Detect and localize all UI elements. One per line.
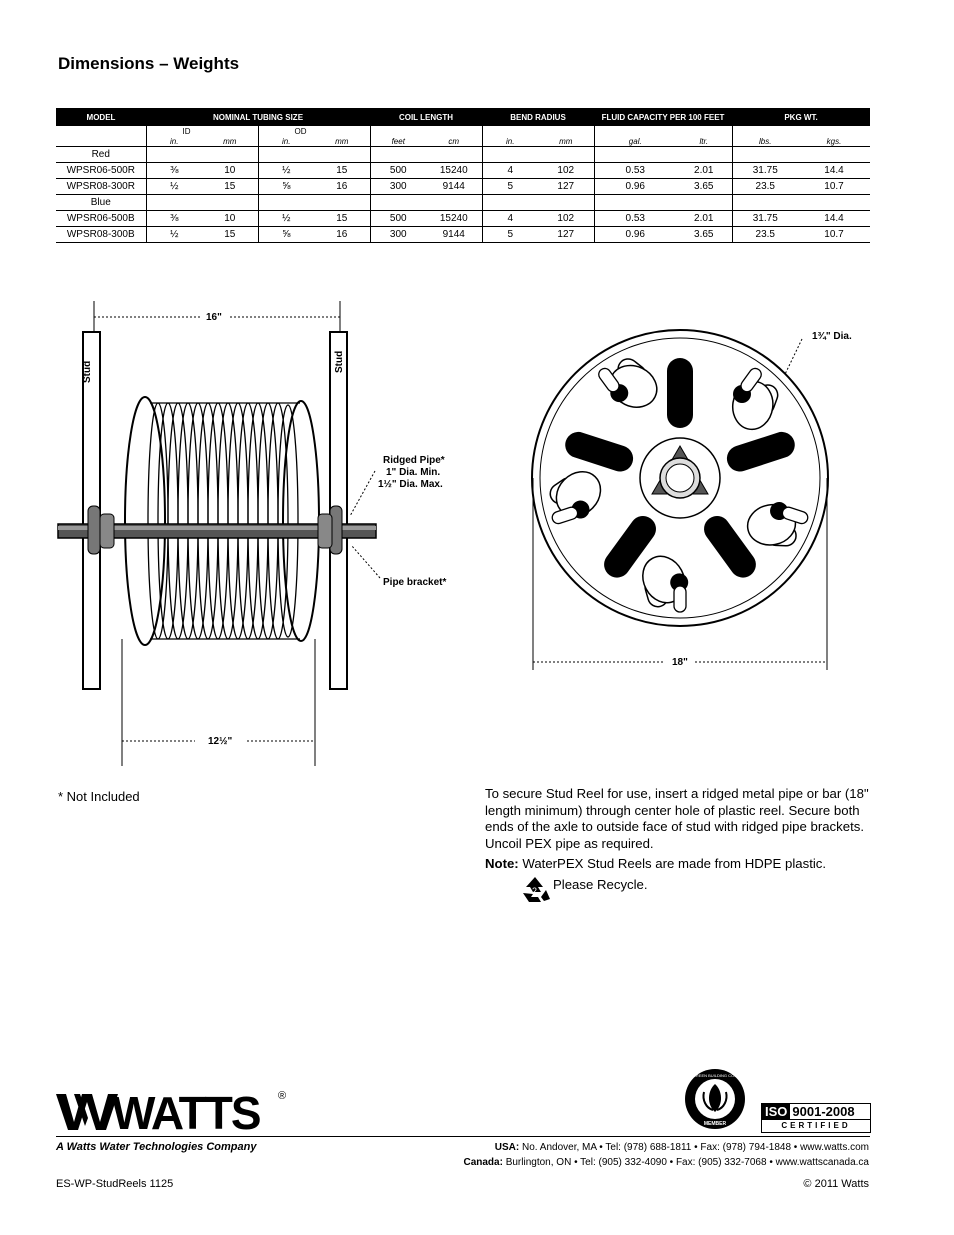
value-cell: 500 bbox=[370, 163, 426, 179]
instructions-text: To secure Stud Reel for use, insert a ridged metal pipe or bar (18" length minimum) through center hole of plastic reel. Secure both ends of the axle to outside face of stud with ridged pipe brackets. Uncoil PEX pipe as required. bbox=[485, 786, 869, 851]
od-label: OD bbox=[258, 126, 370, 136]
value-cell: 0.53 bbox=[594, 211, 676, 227]
value-cell: 5 bbox=[482, 227, 538, 243]
value-cell: 300 bbox=[370, 179, 426, 195]
tagline: A Watts Water Technologies Company bbox=[56, 1141, 257, 1153]
canada-text: Burlington, ON • Tel: (905) 332-4090 • Fax: (905) 332-7068 • www.wattscanada.ca bbox=[505, 1157, 869, 1168]
reel-side-view bbox=[50, 296, 490, 776]
value-cell: 10.7 bbox=[798, 227, 870, 243]
recycle-line bbox=[485, 877, 875, 894]
value-cell: ½ bbox=[146, 179, 202, 195]
unit-cell: cm bbox=[426, 136, 482, 147]
value-cell: 127 bbox=[538, 179, 594, 195]
table-row bbox=[56, 179, 870, 195]
value-cell: 16 bbox=[314, 227, 370, 243]
value-cell: 15240 bbox=[426, 163, 482, 179]
unit-cell: in. bbox=[146, 136, 202, 147]
value-cell: 23.5 bbox=[732, 179, 798, 195]
value-cell: ⅝ bbox=[258, 227, 314, 243]
value-cell: ½ bbox=[258, 211, 314, 227]
recycle-icon bbox=[519, 875, 551, 905]
min-dia-label: 1" Dia. Min. bbox=[386, 467, 441, 478]
value-cell: 15 bbox=[202, 179, 258, 195]
header-coil: COIL LENGTH bbox=[370, 108, 482, 126]
value-cell: ½ bbox=[258, 163, 314, 179]
page-title: Dimensions – Weights bbox=[58, 54, 240, 73]
width-label: 16" bbox=[206, 312, 222, 323]
header-weight: PKG WT. bbox=[732, 108, 870, 126]
value-cell: 10 bbox=[202, 163, 258, 179]
unit-cell: mm bbox=[538, 136, 594, 147]
value-cell: 2.01 bbox=[676, 211, 732, 227]
copyright: © 2011 Watts bbox=[803, 1178, 869, 1190]
value-cell: 10.7 bbox=[798, 179, 870, 195]
value-cell: 4 bbox=[482, 211, 538, 227]
value-cell: 15 bbox=[314, 211, 370, 227]
footer-divider bbox=[56, 1136, 870, 1137]
model-cell: WPSR08-300R bbox=[56, 179, 146, 195]
usgbc-member-text: MEMBER bbox=[703, 1121, 727, 1127]
iso-certified: CERTIFIED bbox=[762, 1119, 870, 1132]
value-cell: 15 bbox=[202, 227, 258, 243]
table-row bbox=[56, 163, 870, 179]
usgbc-text: U.S. GREEN BUILDING COUNCIL bbox=[684, 1073, 746, 1078]
table-row bbox=[56, 211, 870, 227]
value-cell: 300 bbox=[370, 227, 426, 243]
recycle-number: 2 bbox=[532, 885, 538, 896]
unit-cell: mm bbox=[202, 136, 258, 147]
recycle-text: Please Recycle. bbox=[553, 876, 648, 892]
bottom-width-label: 12½" bbox=[208, 736, 233, 747]
unit-cell: in. bbox=[482, 136, 538, 147]
value-cell: 16 bbox=[314, 179, 370, 195]
value-cell: ⅜ bbox=[146, 163, 202, 179]
value-cell: 127 bbox=[538, 227, 594, 243]
model-cell: WPSR06-500B bbox=[56, 211, 146, 227]
doc-code: ES-WP-StudReels 1125 bbox=[56, 1178, 174, 1190]
usa-label: USA: bbox=[494, 1142, 520, 1153]
iso-badge bbox=[761, 1103, 871, 1133]
unit-cell: feet bbox=[370, 136, 426, 147]
value-cell: 102 bbox=[538, 163, 594, 179]
usa-contact bbox=[495, 1142, 869, 1153]
color-group-label: Red bbox=[56, 147, 146, 163]
value-cell: 2.01 bbox=[676, 163, 732, 179]
iso-left: ISO bbox=[762, 1104, 790, 1119]
model-cell: WPSR08-300B bbox=[56, 227, 146, 243]
note-line bbox=[485, 856, 875, 873]
header-bend: BEND RADIUS bbox=[482, 108, 594, 126]
hole-dia-label: 1¾" Dia. bbox=[812, 331, 852, 342]
unit-cell: kgs. bbox=[798, 136, 870, 147]
value-cell: 5 bbox=[482, 179, 538, 195]
usa-text: No. Andover, MA • Tel: (978) 688-1811 • Fax: (978) 794-1848 • www.watts.com bbox=[522, 1142, 869, 1153]
iso-right: 9001-2008 bbox=[792, 1104, 855, 1119]
ridged-pipe-label: Ridged Pipe* bbox=[383, 455, 445, 466]
value-cell: 500 bbox=[370, 211, 426, 227]
dimensions-table bbox=[56, 108, 870, 243]
value-cell: 14.4 bbox=[798, 163, 870, 179]
value-cell: ⅜ bbox=[146, 211, 202, 227]
id-label: ID bbox=[146, 126, 258, 136]
value-cell: 3.65 bbox=[676, 227, 732, 243]
not-included-note: * Not Included bbox=[58, 789, 140, 804]
value-cell: 9144 bbox=[426, 179, 482, 195]
table-row bbox=[56, 227, 870, 243]
header-fluid: FLUID CAPACITY PER 100 FEET bbox=[594, 108, 732, 126]
value-cell: 15240 bbox=[426, 211, 482, 227]
canada-contact bbox=[463, 1157, 869, 1168]
value-cell: 102 bbox=[538, 211, 594, 227]
value-cell: 14.4 bbox=[798, 211, 870, 227]
value-cell: 0.96 bbox=[594, 227, 676, 243]
header-model: MODEL bbox=[56, 108, 146, 126]
value-cell: 0.96 bbox=[594, 179, 676, 195]
unit-cell: mm bbox=[314, 136, 370, 147]
unit-cell: lbs. bbox=[732, 136, 798, 147]
reel-front-view bbox=[525, 325, 845, 675]
color-group-label: Blue bbox=[56, 195, 146, 211]
value-cell: 23.5 bbox=[732, 227, 798, 243]
unit-cell: gal. bbox=[594, 136, 676, 147]
value-cell: 3.65 bbox=[676, 179, 732, 195]
value-cell: 31.75 bbox=[732, 163, 798, 179]
value-cell: 31.75 bbox=[732, 211, 798, 227]
watts-logo[interactable] bbox=[56, 1087, 296, 1139]
instructions bbox=[485, 786, 875, 896]
reel-dia-label: 18" bbox=[672, 657, 688, 668]
value-cell: 15 bbox=[314, 163, 370, 179]
value-cell: 0.53 bbox=[594, 163, 676, 179]
value-cell: 10 bbox=[202, 211, 258, 227]
unit-cell: ltr. bbox=[676, 136, 732, 147]
max-dia-label: 1½" Dia. Max. bbox=[378, 479, 443, 490]
model-cell: WPSR06-500R bbox=[56, 163, 146, 179]
pipe-bracket-label: Pipe bracket* bbox=[383, 577, 447, 588]
stud-right-label: Stud bbox=[334, 350, 345, 373]
canada-label: Canada: bbox=[463, 1157, 503, 1168]
value-cell: ⅝ bbox=[258, 179, 314, 195]
usgbc-member-seal bbox=[684, 1068, 746, 1130]
header-tubing: NOMINAL TUBING SIZE bbox=[146, 108, 370, 126]
note-text: WaterPEX Stud Reels are made from HDPE plastic. bbox=[522, 856, 827, 871]
unit-cell: in. bbox=[258, 136, 314, 147]
value-cell: ½ bbox=[146, 227, 202, 243]
value-cell: 9144 bbox=[426, 227, 482, 243]
note-label: Note: bbox=[485, 856, 519, 871]
watts-wordmark: WATTS bbox=[112, 1087, 260, 1139]
registered-mark: ® bbox=[278, 1090, 287, 1102]
value-cell: 4 bbox=[482, 163, 538, 179]
stud-left-label: Stud bbox=[82, 360, 93, 383]
